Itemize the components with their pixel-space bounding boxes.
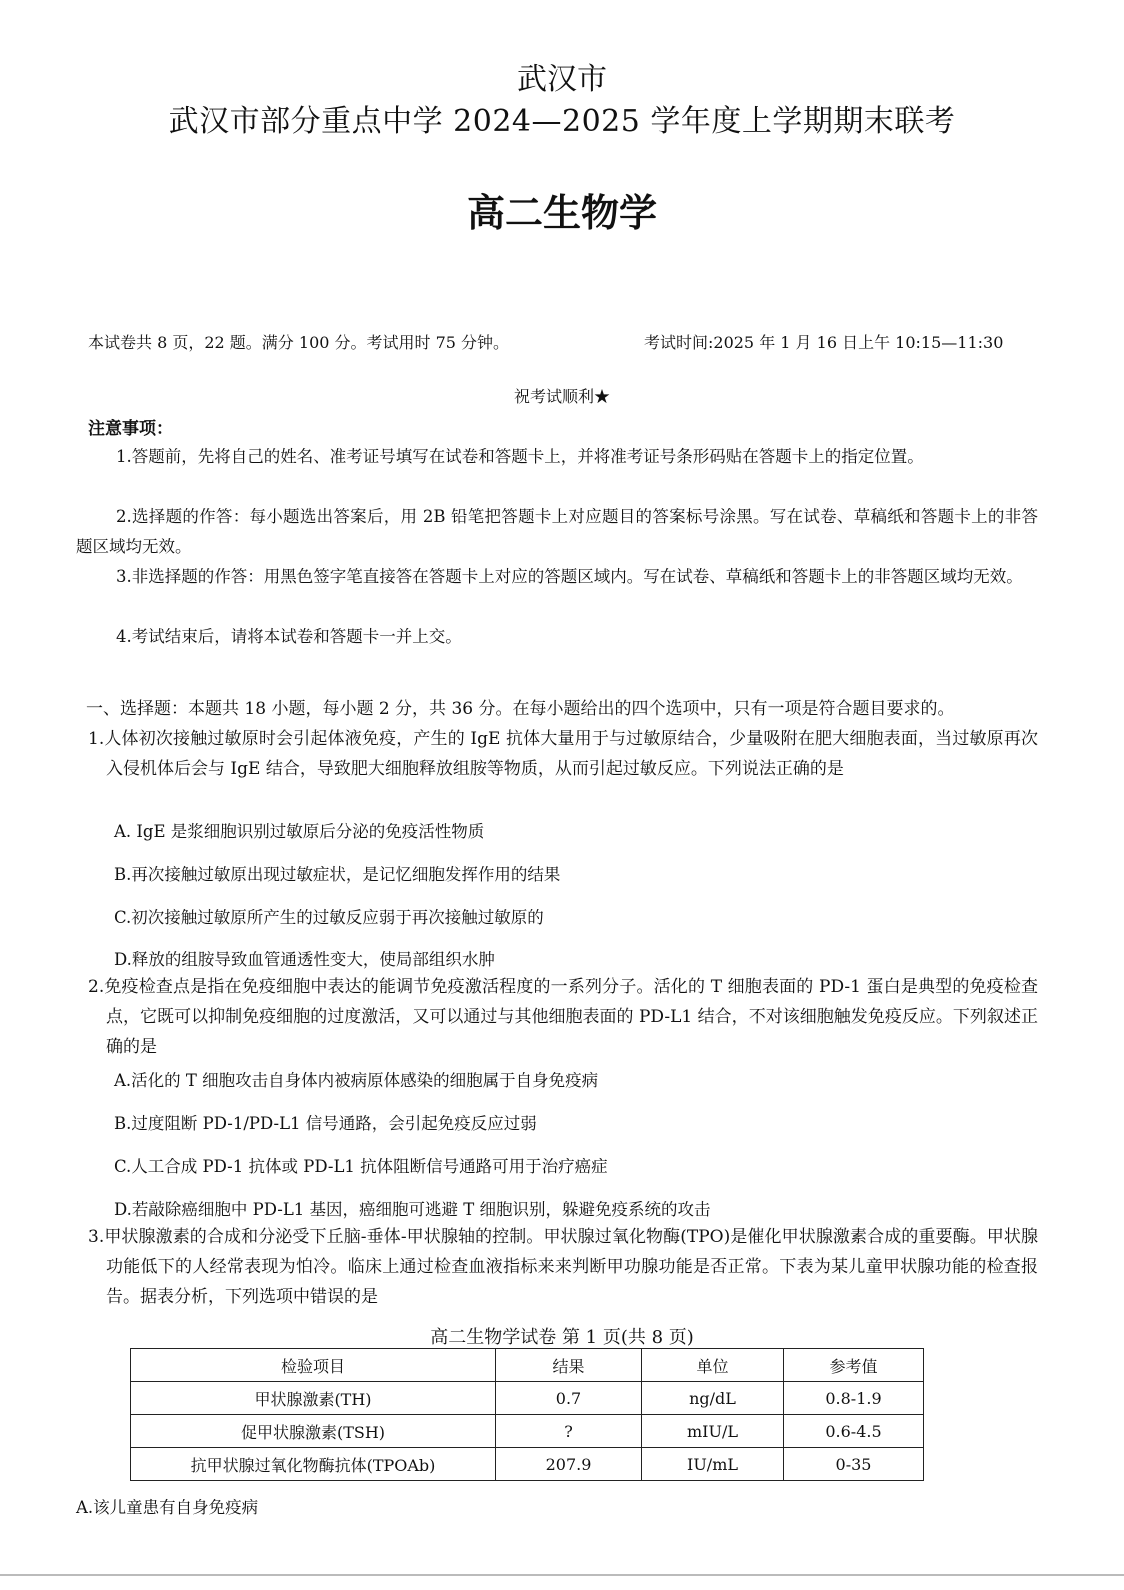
exam-time: 考试时间:2025 年 1 月 16 日上午 10:15—11:30 (644, 333, 1004, 352)
table-row (131, 1415, 924, 1448)
paper-info: 本试卷共 8 页，22 题。满分 100 分。考试用时 75 分钟。 (88, 333, 510, 352)
table-row (131, 1448, 924, 1481)
table-cell: 207.9 (496, 1448, 642, 1481)
question-option: B.过度阻断 PD-1/PD-L1 信号通路，会引起免疫反应过弱 (114, 1114, 537, 1133)
notice-item: 2.选择题的作答：每小题选出答案后，用 2B 铅笔把答题卡上对应题目的答案标号涂黑。写在试卷、草稿纸和答题卡上的非答题区域均无效。 (76, 507, 1038, 556)
city-title: 武汉市 (517, 62, 607, 97)
table-cell: IU/mL (642, 1448, 784, 1481)
question-stem: 3.甲状腺激素的合成和分泌受下丘脑-垂体-甲状腺轴的控制。甲状腺过氧化物酶(TPO)是催化甲状腺激素合成的重要酶。甲状腺功能低下的人经常表现为怕冷。临床上通过检查血液指标来来判断甲功腺功能是否正常。下表为某儿童甲状腺功能的检查报告。据表分析，下列选项中错误的是 (88, 1227, 1038, 1307)
table-cell: 0-35 (784, 1448, 924, 1481)
subject-title: 高二生物学 (466, 191, 657, 235)
table-header-row (131, 1349, 924, 1382)
table-header-cell: 参考值 (784, 1349, 924, 1382)
question-option: C.人工合成 PD-1 抗体或 PD-L1 抗体阻断信号通路可用于治疗癌症 (114, 1157, 608, 1176)
exam-subtitle: 武汉市部分重点中学 2024—2025 学年度上学期期末联考 (168, 104, 956, 139)
table-row (131, 1382, 924, 1415)
table-cell: 0.6-4.5 (784, 1415, 924, 1448)
thyroid-report-table (130, 1348, 924, 1481)
good-luck-text: 祝考试顺利★ (513, 387, 610, 406)
table-header-cell: 检验项目 (131, 1349, 496, 1382)
section-heading: 一、选择题：本题共 18 小题，每小题 2 分，共 36 分。在每小题给出的四个选项中，只有一项是符合题目要求的。 (86, 699, 955, 719)
question-option: D.若敲除癌细胞中 PD-L1 基因，癌细胞可逃避 T 细胞识别，躲避免疫系统的攻击 (114, 1200, 711, 1219)
table-cell: ng/dL (642, 1382, 784, 1415)
table-header-cell: 单位 (642, 1349, 784, 1382)
table-cell: 促甲状腺激素(TSH) (131, 1415, 496, 1448)
table-cell: ? (496, 1415, 642, 1448)
question-option: D.释放的组胺导致血管通透性变大，使局部组织水肿 (114, 950, 495, 969)
notice-heading: 注意事项： (88, 419, 173, 439)
question-stem: 1.人体初次接触过敏原时会引起体液免疫，产生的 IgE 抗体大量用于与过敏原结合，少量吸附在肥大细胞表面，当过敏原再次入侵机体后会与 IgE 结合，导致肥大细胞释放组胺等物质，从而引起过敏反应。下列说法正确的是 (88, 729, 1038, 779)
table-cell: mIU/L (642, 1415, 784, 1448)
question-stem: 2.免疫检查点是指在免疫细胞中表达的能调节免疫激活程度的一系列分子。活化的 T 细胞表面的 PD-1 蛋白是典型的免疫检查点，它既可以抑制免疫细胞的过度激活，又可以通过与其他细胞表面的 PD-L1 结合，不对该细胞触发免疫反应。下列叙述正确的是 (88, 977, 1038, 1057)
question-option: B.再次接触过敏原出现过敏症状，是记忆细胞发挥作用的结果 (114, 865, 561, 884)
page-divider (0, 1574, 1124, 1576)
notice-item: 4.考试结束后，请将本试卷和答题卡一并上交。 (116, 627, 462, 646)
table-cell: 抗甲状腺过氧化物酶抗体(TPOAb) (131, 1448, 496, 1481)
table-header-cell: 结果 (496, 1349, 642, 1382)
page-footer: 高二生物学试卷 第 1 页(共 8 页) (430, 1327, 694, 1348)
question-option: A.该儿童患有自身免疫病 (76, 1498, 259, 1517)
notice-item: 1.答题前，先将自己的姓名、准考证号填写在试卷和答题卡上，并将准考证号条形码贴在答题卡上的指定位置。 (116, 447, 924, 466)
table-cell: 0.8-1.9 (784, 1382, 924, 1415)
notice-item: 3.非选择题的作答：用黑色签字笔直接答在答题卡上对应的答题区域内。写在试卷、草稿纸和答题卡上的非答题区域均无效。 (116, 567, 1023, 586)
question-option: A. IgE 是浆细胞识别过敏原后分泌的免疫活性物质 (114, 822, 485, 841)
question-option: C.初次接触过敏原所产生的过敏反应弱于再次接触过敏原的 (114, 908, 544, 927)
table-cell: 甲状腺激素(TH) (131, 1382, 496, 1415)
table-cell: 0.7 (496, 1382, 642, 1415)
question-option: A.活化的 T 细胞攻击自身体内被病原体感染的细胞属于自身免疫病 (114, 1071, 599, 1090)
